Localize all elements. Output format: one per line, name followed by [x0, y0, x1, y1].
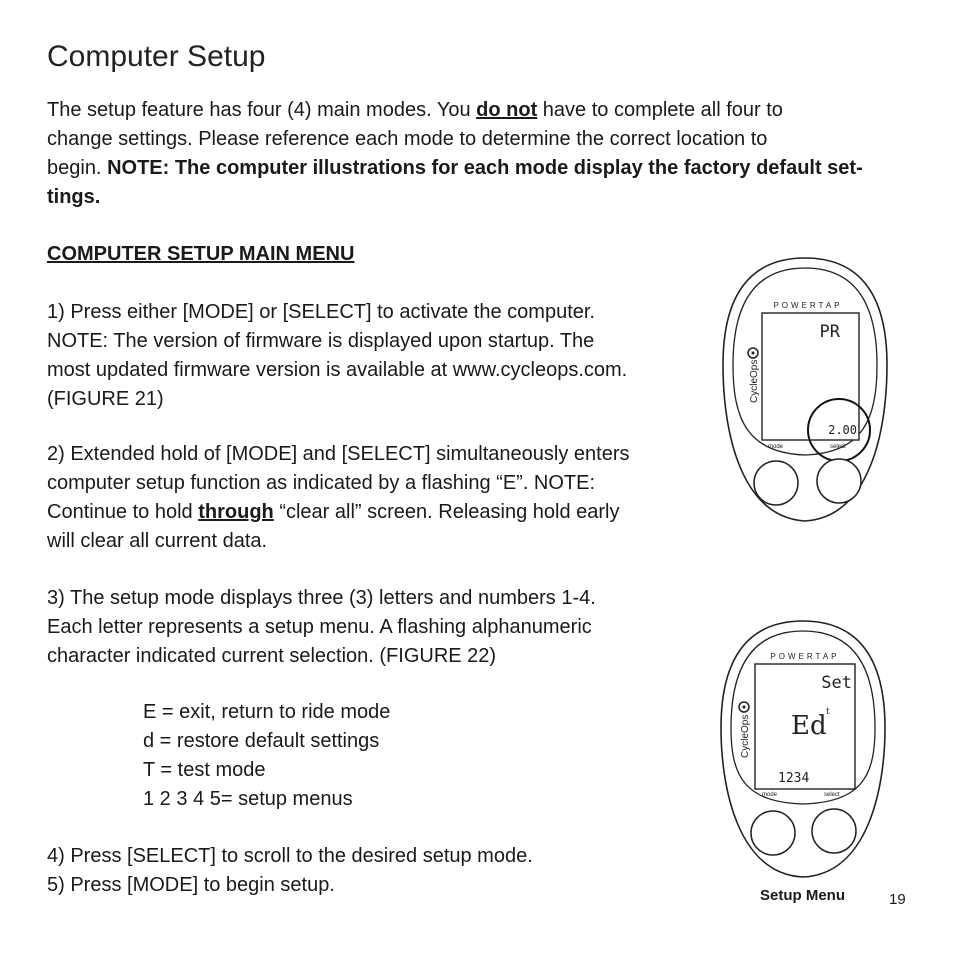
- lcd-top-text: PR: [819, 322, 840, 342]
- step5-line: 5) Press [MODE] to begin setup.: [47, 874, 335, 896]
- mode-button[interactable]: [751, 811, 795, 855]
- lcd-top-text: Set: [821, 673, 852, 693]
- step2-text: Continue to hold: [47, 501, 199, 523]
- intro-line-3: [47, 154, 863, 183]
- step1-line-1: 1) Press either [MODE] or [SELECT] to activate the computer.: [47, 301, 595, 323]
- lcd-mode-small-letter: t: [826, 707, 830, 717]
- select-button[interactable]: [812, 809, 856, 853]
- page-title: Computer Setup: [47, 40, 266, 73]
- lcd-mode-letters: Ed: [791, 711, 827, 741]
- step1-line-2: NOTE: The version of firmware is displayed upon startup. The: [47, 330, 595, 352]
- figure-22-device: [718, 618, 888, 880]
- footer-section-label: Setup Menu: [760, 887, 845, 904]
- intro-text: The setup feature has four (4) main modes. You: [47, 99, 477, 121]
- legend-item: E = exit, return to ride mode: [143, 701, 391, 723]
- through-emphasis: through: [198, 501, 274, 523]
- side-brand-label: CycleOps: [740, 714, 751, 758]
- step2-line-1: 2) Extended hold of [MODE] and [SELECT] simultaneously enters: [47, 443, 630, 465]
- factory-default-note: NOTE: The computer illustrations for each mode display the factory default set-: [107, 157, 863, 179]
- mode-button[interactable]: [754, 461, 798, 505]
- select-label: select: [824, 792, 840, 798]
- step2-line-3: [47, 498, 619, 527]
- step3-line-1: 3) The setup mode displays three (3) letters and numbers 1-4.: [47, 587, 596, 609]
- step3-line-3: character indicated current selection. (FIGURE 22): [47, 645, 497, 667]
- intro-text: begin.: [47, 157, 108, 179]
- legend-item: T = test mode: [143, 759, 266, 781]
- step1-line-3: most updated firmware version is available at www.cycleops.com.: [47, 359, 628, 381]
- side-brand-label: CycleOps: [749, 359, 760, 403]
- intro-line-1: [47, 96, 783, 125]
- step2-line-2: computer setup function as indicated by a flashing “E”. NOTE:: [47, 472, 596, 494]
- intro-line-2: change settings. Please reference each mode to determine the correct location to: [47, 128, 768, 150]
- mode-label: mode: [762, 792, 778, 798]
- step2-text: “clear all” screen. Releasing hold early: [273, 501, 620, 523]
- select-button[interactable]: [817, 459, 861, 503]
- step2-line-4: will clear all current data.: [47, 530, 268, 552]
- step1-line-4: (FIGURE 21): [47, 388, 164, 410]
- powertap-logo: POWERTAP: [770, 652, 840, 661]
- legend-item: d = restore default settings: [143, 730, 380, 752]
- menu-heading: COMPUTER SETUP MAIN MENU: [47, 243, 355, 265]
- lcd-setup-numbers: 1234: [778, 771, 810, 786]
- cycle-computer-illustration: [720, 255, 890, 525]
- lcd-screen: [762, 313, 859, 440]
- legend-item: 1 2 3 4 5= setup menus: [143, 788, 353, 810]
- mode-label: mode: [768, 444, 784, 450]
- step3-line-2: Each letter represents a setup menu. A flashing alphanumeric: [47, 616, 592, 638]
- cycle-computer-illustration: [718, 618, 888, 880]
- figure-21-device: [720, 255, 890, 525]
- lcd-firmware-version: 2.00: [828, 423, 857, 437]
- step4-line: 4) Press [SELECT] to scroll to the desired setup mode.: [47, 845, 533, 867]
- intro-line-4: tings.: [47, 186, 101, 208]
- select-label: select: [830, 444, 846, 450]
- intro-text: have to complete all four to: [537, 99, 783, 121]
- page-number: 19: [889, 891, 906, 908]
- do-not-emphasis: do not: [476, 99, 538, 121]
- powertap-logo: POWERTAP: [773, 301, 843, 310]
